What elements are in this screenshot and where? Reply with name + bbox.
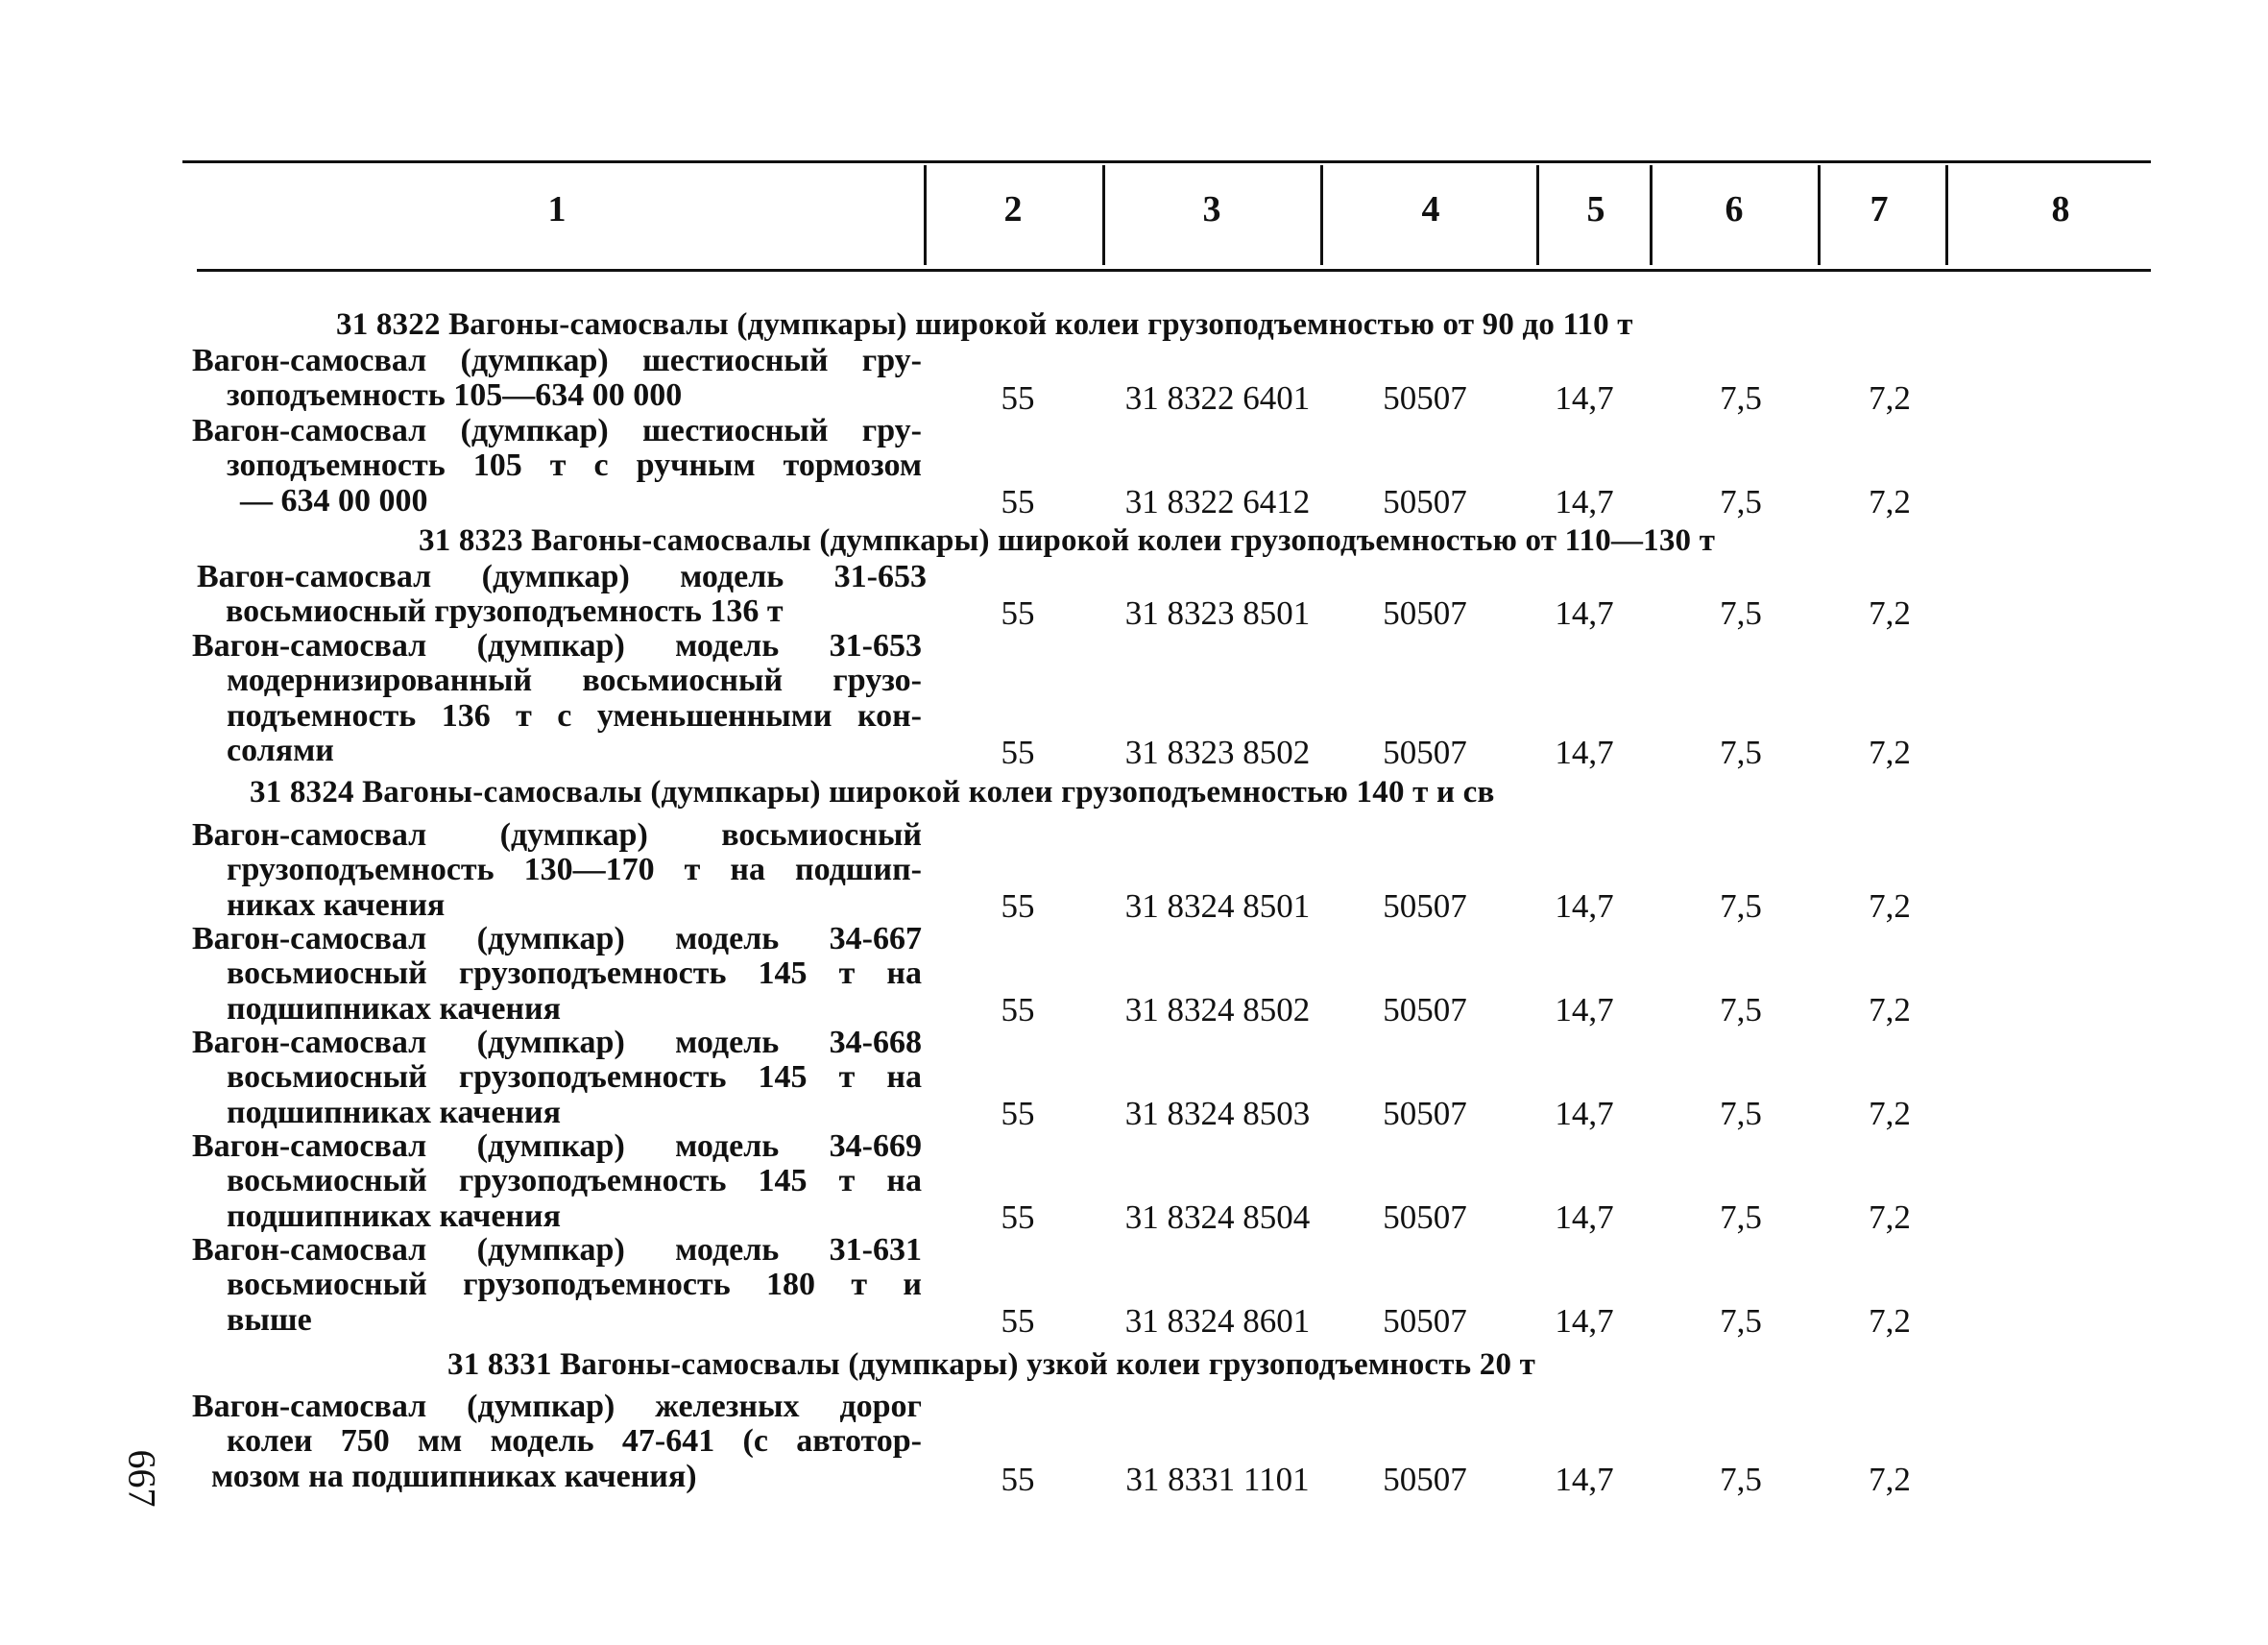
column-header-6: 6 xyxy=(1725,189,1744,230)
description-line: восьмиосный грузоподъемность 180 т и xyxy=(227,1267,922,1303)
table-row xyxy=(0,1390,2268,1499)
description-line: зоподъемность 105—634 00 000 xyxy=(227,377,683,414)
cell-col6: 7,5 xyxy=(1720,734,1762,771)
cell-code: 31 8322 6401 xyxy=(1124,379,1311,417)
cell-col6: 7,5 xyxy=(1720,1461,1762,1498)
description-line: Вагон-самосвал (думпкар) модель 31-653 xyxy=(192,628,922,664)
column-divider xyxy=(1945,165,1948,265)
page-number: 667 xyxy=(120,1449,164,1508)
column-header-4: 4 xyxy=(1421,189,1440,230)
row-values xyxy=(0,483,2268,521)
row-values xyxy=(0,887,2268,926)
section-title-318323: 31 8323 Вагоны-самосвалы (думпкары) широкой колеи грузоподъемностью от 110—130 т xyxy=(419,523,1716,558)
cell-col5: 14,7 xyxy=(1555,1302,1614,1340)
cell-col2: 55 xyxy=(1001,1198,1035,1236)
cell-col2: 55 xyxy=(1001,1095,1035,1132)
column-divider xyxy=(1650,165,1653,265)
column-header-3: 3 xyxy=(1202,189,1221,230)
description-line: Вагон-самосвал (думпкар) модель 34-667 xyxy=(192,921,922,956)
description-line: выше xyxy=(227,1301,312,1338)
table-row xyxy=(0,818,2268,926)
description-line: Вагон-самосвал (думпкар) шестиосный гру- xyxy=(192,343,922,378)
description-line: мозом на подшипниках качения) xyxy=(211,1458,697,1494)
row-values xyxy=(0,1302,2268,1341)
cell-code: 31 8322 6412 xyxy=(1124,483,1311,520)
cell-col6: 7,5 xyxy=(1720,483,1762,520)
cell-col4: 50507 xyxy=(1383,594,1467,632)
cell-col4: 50507 xyxy=(1383,379,1467,417)
cell-col4: 50507 xyxy=(1383,991,1467,1028)
cell-col5: 14,7 xyxy=(1555,887,1614,925)
column-header-2: 2 xyxy=(1003,189,1023,230)
column-header-7: 7 xyxy=(1870,189,1889,230)
cell-col4: 50507 xyxy=(1383,734,1467,771)
description-line: Вагон-самосвал (думпкар) модель 31-653 xyxy=(197,559,927,594)
description-line: подшипниках качения xyxy=(227,1094,562,1130)
column-divider xyxy=(1320,165,1323,265)
row-values xyxy=(0,1095,2268,1133)
description-line: подъемность 136 т с уменьшенными кон- xyxy=(227,697,922,734)
cell-col5: 14,7 xyxy=(1555,991,1614,1028)
cell-code: 31 8323 8502 xyxy=(1124,734,1311,771)
description-line: модернизированный восьмиосный грузо- xyxy=(227,663,922,699)
cell-col2: 55 xyxy=(1001,379,1035,417)
cell-col7: 7,2 xyxy=(1869,1198,1911,1236)
cell-col7: 7,2 xyxy=(1869,379,1911,417)
description-line: — 634 00 000 xyxy=(240,482,428,519)
cell-col5: 14,7 xyxy=(1555,1095,1614,1132)
cell-col2: 55 xyxy=(1001,594,1035,632)
section-title-318322: 31 8322 Вагоны-самосвалы (думпкары) широкой колеи грузоподъемностью от 90 до 110 т xyxy=(336,307,1633,342)
cell-col7: 7,2 xyxy=(1869,1302,1911,1340)
table-row xyxy=(0,1026,2268,1133)
header-top-rule xyxy=(182,160,2151,163)
cell-col7: 7,2 xyxy=(1869,594,1911,632)
cell-col6: 7,5 xyxy=(1720,1198,1762,1236)
cell-col4: 50507 xyxy=(1383,483,1467,520)
cell-code: 31 8324 8503 xyxy=(1124,1095,1311,1132)
section-title-318324: 31 8324 Вагоны-самосвалы (думпкары) широкой колеи грузоподъемностью 140 т и св xyxy=(250,775,1495,810)
description-line: подшипниках качения xyxy=(227,1197,562,1234)
table-row xyxy=(0,1233,2268,1341)
column-header-8: 8 xyxy=(2051,189,2070,230)
section-title-318331: 31 8331 Вагоны-самосвалы (думпкары) узкой колеи грузоподъемность 20 т xyxy=(447,1347,1536,1382)
table-row xyxy=(0,414,2268,521)
description-line: Вагон-самосвал (думпкар) модель 31-631 xyxy=(192,1232,922,1268)
cell-col2: 55 xyxy=(1001,1302,1035,1340)
column-divider xyxy=(1818,165,1821,265)
cell-col2: 55 xyxy=(1001,483,1035,520)
description-line: восьмиосный грузоподъемность 145 т на xyxy=(227,956,922,992)
cell-col7: 7,2 xyxy=(1869,1461,1911,1498)
cell-col5: 14,7 xyxy=(1555,379,1614,417)
description-line: грузоподъемность 130—170 т на подшип- xyxy=(227,852,922,888)
cell-col4: 50507 xyxy=(1383,887,1467,925)
cell-col4: 50507 xyxy=(1383,1461,1467,1498)
row-values xyxy=(0,991,2268,1029)
cell-col6: 7,5 xyxy=(1720,1302,1762,1340)
description-line: восьмиосный грузоподъемность 136 т xyxy=(226,593,784,630)
table-row xyxy=(0,560,2268,633)
header-bottom-rule xyxy=(197,269,2151,272)
description-line: Вагон-самосвал (думпкар) модель 34-669 xyxy=(192,1128,922,1164)
column-divider xyxy=(1102,165,1105,265)
cell-col2: 55 xyxy=(1001,734,1035,771)
cell-col6: 7,5 xyxy=(1720,887,1762,925)
cell-col5: 14,7 xyxy=(1555,1198,1614,1236)
table-row xyxy=(0,629,2268,772)
description-line: подшипниках качения xyxy=(227,990,562,1027)
cell-col5: 14,7 xyxy=(1555,594,1614,632)
row-values xyxy=(0,594,2268,633)
column-header-5: 5 xyxy=(1586,189,1605,230)
table-row xyxy=(0,922,2268,1029)
cell-col2: 55 xyxy=(1001,887,1035,925)
cell-col6: 7,5 xyxy=(1720,594,1762,632)
description-line: никах качения xyxy=(227,886,446,923)
cell-col6: 7,5 xyxy=(1720,1095,1762,1132)
cell-code: 31 8331 1101 xyxy=(1125,1461,1310,1498)
description-line: Вагон-самосвал (думпкар) железных дорог xyxy=(192,1389,922,1424)
cell-col2: 55 xyxy=(1001,1461,1035,1498)
cell-col4: 50507 xyxy=(1383,1198,1467,1236)
table-row xyxy=(0,1129,2268,1237)
column-header-1: 1 xyxy=(547,189,567,230)
row-values xyxy=(0,1198,2268,1237)
cell-code: 31 8323 8501 xyxy=(1124,594,1311,632)
cell-col7: 7,2 xyxy=(1869,887,1911,925)
cell-col7: 7,2 xyxy=(1869,991,1911,1028)
description-line: колеи 750 мм модель 47-641 (с автотор- xyxy=(227,1423,922,1460)
cell-col4: 50507 xyxy=(1383,1302,1467,1340)
cell-col2: 55 xyxy=(1001,991,1035,1028)
description-line: зоподъемность 105 т с ручным тормозом xyxy=(227,448,922,484)
cell-col7: 7,2 xyxy=(1869,483,1911,520)
description-line: восьмиосный грузоподъемность 145 т на xyxy=(227,1163,922,1199)
description-line: Вагон-самосвал (думпкар) шестиосный гру- xyxy=(192,413,922,448)
cell-code: 31 8324 8502 xyxy=(1124,991,1311,1028)
cell-col7: 7,2 xyxy=(1869,1095,1911,1132)
row-values xyxy=(0,734,2268,772)
description-line: Вагон-самосвал (думпкар) восьмиосный xyxy=(192,817,922,853)
column-divider xyxy=(924,165,927,265)
description-line: солями xyxy=(227,732,334,768)
cell-col5: 14,7 xyxy=(1555,1461,1614,1498)
cell-code: 31 8324 8504 xyxy=(1124,1198,1311,1236)
column-divider xyxy=(1536,165,1539,265)
cell-col6: 7,5 xyxy=(1720,991,1762,1028)
cell-code: 31 8324 8601 xyxy=(1124,1302,1311,1340)
cell-col6: 7,5 xyxy=(1720,379,1762,417)
description-line: восьмиосный грузоподъемность 145 т на xyxy=(227,1059,922,1096)
cell-col7: 7,2 xyxy=(1869,734,1911,771)
row-values xyxy=(0,1458,2268,1499)
cell-col5: 14,7 xyxy=(1555,483,1614,520)
table-row xyxy=(0,344,2268,418)
cell-code: 31 8324 8501 xyxy=(1124,887,1311,925)
row-values xyxy=(0,379,2268,418)
cell-col4: 50507 xyxy=(1383,1095,1467,1132)
description-line: Вагон-самосвал (думпкар) модель 34-668 xyxy=(192,1025,922,1060)
cell-col5: 14,7 xyxy=(1555,734,1614,771)
